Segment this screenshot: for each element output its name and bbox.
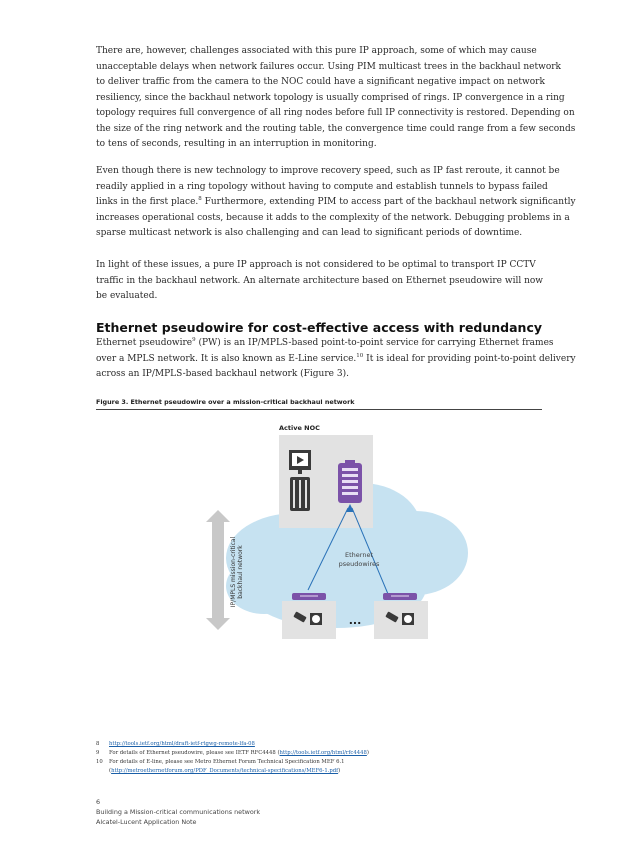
page-number: 6: [96, 798, 101, 806]
paragraph-fast-reroute: Even though there is new technology to improve recovery speed, such as IP fast reroute, it cannot be readily applied in a ring topology without having to compute and establish tunnels to bypass failed links in the first place.$^8$ Furthermore, extending PIM to access part of the backhaul network significantly increases operational costs, because it adds to the complexity of the network. Debugging problems in a sparse multicast network is also challenging and can lead to significant periods of downtime.: [96, 166, 576, 238]
footer-document-title: Building a Mission-critical communications network: [96, 808, 261, 816]
figure-caption: Figure 3. Ethernet pseudowire over a mission-critical backhaul network: [96, 398, 542, 410]
footnote-9-link[interactable]: http://tools.ietf.org/html/rfc4448: [279, 750, 367, 756]
noc-router-icon: [338, 460, 362, 503]
section-heading: Ethernet pseudowire for cost-effective access with redundancy: [96, 320, 543, 335]
footnote-10-link[interactable]: http://metroethernetforum.org/PDF_Documents/technical-specifications/MEF6-1.pdf: [111, 768, 339, 774]
side-label-line1: IP/MPLS mission-critical: [230, 536, 237, 608]
paragraph-conclusion: In light of these issues, a pure IP approach is not considered to be optimal to transport IP CCTV traffic in the backhaul network. An alternate architecture based on Ethernet pseudowire will now be evaluated.: [96, 260, 543, 301]
noc-label: Active NOC: [279, 424, 320, 432]
footnote-ref-9: 9: [192, 337, 196, 343]
footnote-10-continued: (http://metroethernetforum.org/PDF_Documents/technical-specifications/MEF6-1.pdf): [109, 768, 341, 774]
network-diagram: [96, 418, 542, 643]
cloud-label-line1: Ethernet: [345, 551, 373, 559]
network-span-arrow: [206, 510, 230, 630]
paragraph-ethernet-pseudowire: Ethernet pseudowire$^9$ (PW) is an IP/MPLS-based point-to-point service for carrying Ethernet frames over a MPLS network. It is also known as E-Line service.$^{10}$ It is ideal for providing point-to-point delivery across an IP/MPLS-based backhaul network (Figure 3).: [96, 337, 576, 379]
footer-document-subtitle: Alcatel-Lucent Application Note: [96, 818, 197, 826]
footnote-8-link[interactable]: http://tools.ietf.org/html/draft-ietf-rtgwg-remote-lfa-08: [109, 741, 255, 747]
footnote-9: 9 For details of Ethernet pseudowire, please see IETF RFC4448 (http://tools.ietf.org/html/rfc4448): [96, 750, 369, 756]
paragraph-challenges: There are, however, challenges associated with this pure IP approach, some of which may cause unacceptable delays when network failures occur. Using PIM multicast trees in the backhaul network to deliver traffic from the camera to the NOC could have a significant negative impact on network resiliency, since the backhaul network topology is usually comprised of rings. IP convergence in a ring topology requires full convergence of all ring nodes before full IP connectivity is restored. Depending on the size of the ring network and the routing table, the convergence time could range from a few seconds to tens of seconds, resulting in an interruption in monitoring.: [96, 46, 576, 149]
footnote-ref-10: 10: [356, 352, 364, 359]
cloud-label-line2: pseudowires: [338, 560, 380, 568]
more-sites-ellipsis: ...: [348, 614, 362, 627]
footnote-ref-8: 8: [198, 196, 202, 202]
server-icon: [290, 477, 310, 511]
footnote-8: 8 http://tools.ietf.org/html/draft-ietf-rtgwg-remote-lfa-08: [96, 741, 255, 747]
side-label-line2: backhaul network: [237, 545, 244, 599]
footnote-10: 10 For details of E-line, please see Metro Ethernet Forum Technical Specification MEF 6.1: [96, 759, 345, 765]
